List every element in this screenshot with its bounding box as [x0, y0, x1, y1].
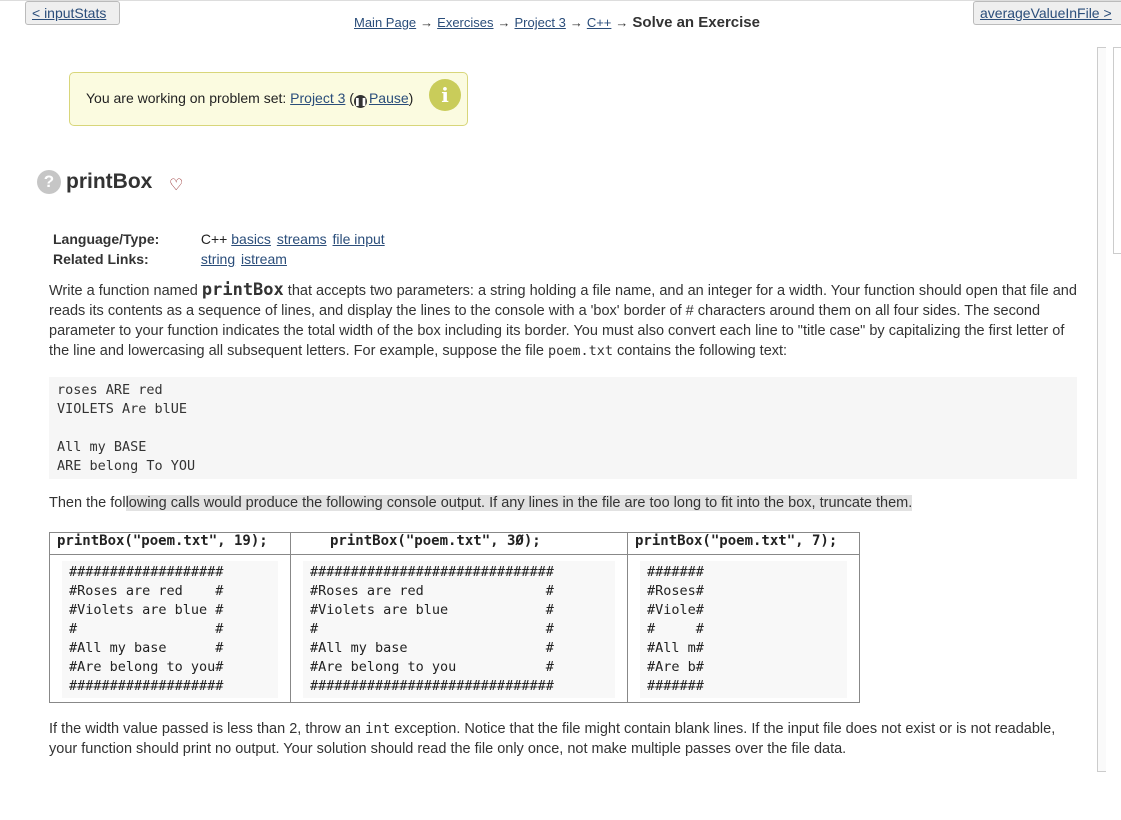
output-table	[49, 532, 860, 703]
breadcrumb	[354, 14, 760, 31]
breadcrumb-project-3[interactable]: Project 3	[514, 15, 566, 30]
breadcrumb-current: Solve an Exercise	[632, 14, 760, 31]
desc-part-3: contains the following text:	[612, 343, 788, 359]
breadcrumb-exercises[interactable]: Exercises	[437, 15, 494, 30]
code-line: roses ARE red	[57, 382, 163, 398]
problem-description	[49, 280, 1079, 361]
notice-open-paren: (	[345, 90, 354, 106]
language-label: Language/Type:	[53, 231, 160, 247]
code-line	[57, 419, 1069, 438]
pause-label: Pause	[368, 90, 409, 106]
related-link-string[interactable]: string	[200, 251, 236, 267]
code-line: All my BASE	[57, 439, 147, 455]
output-intro-start: Then the fol	[49, 495, 126, 511]
output-cell-19	[50, 555, 291, 703]
side-panel-scroll[interactable]	[1097, 47, 1106, 772]
notes-part-2: exception. Notice that the file might contain blank lines. If the input file does not exist or is not readable, your function should print no output. Your solution should read the file only once, not make multiple passes over the file data.	[49, 721, 1056, 757]
output-header-30: printBox("poem.txt", 3Ø);	[291, 533, 628, 555]
function-name: printBox	[201, 280, 284, 300]
output-table-row	[50, 555, 860, 703]
language-prefix: C++	[200, 231, 228, 247]
output-intro-highlight: lowing calls would produce the following console output. If any lines in the file are too long to fit into the box, truncate them.	[125, 495, 913, 511]
pause-button[interactable]	[354, 90, 409, 106]
favorite-heart-icon[interactable]: ♡	[169, 177, 184, 194]
notes-code: int	[364, 721, 391, 737]
desc-part-2: that accepts two parameters: a string holding a file name, and an integer for a width. Your function should open that file and reads its contents as a sequence of lines, and display the lines to the console with a 'box' border of # characters around them on all four sides. The second parameter to your function indicates the total width of the box including its border. You must also convert each line to "title case" by capitalizing the first letter of the line and lowercasing all subsequent letters. For example, suppose the file	[49, 283, 1077, 359]
console-output-7: ####### #Roses# #Viole# # # #All m# #Are b# #######	[640, 561, 847, 698]
pause-icon: ❚❚	[353, 97, 368, 106]
output-header-7: printBox("poem.txt", 7);	[628, 533, 860, 555]
breadcrumb-separator: →	[569, 15, 583, 30]
sample-file-contents	[49, 377, 1077, 479]
breadcrumb-separator: →	[615, 15, 629, 30]
breadcrumb-separator: →	[420, 15, 434, 30]
breadcrumb-main-page[interactable]: Main Page	[354, 15, 417, 30]
info-icon[interactable]: i	[429, 79, 461, 111]
breadcrumb-separator: →	[497, 15, 511, 30]
code-line: VIOLETS Are blUE	[57, 401, 188, 417]
output-cell-30	[291, 555, 628, 703]
side-panel-edge	[1113, 47, 1121, 254]
tag-file-input[interactable]: file input	[332, 231, 385, 247]
next-problem-button[interactable]: averageValueInFile >	[973, 1, 1121, 25]
problem-title: printBox	[66, 170, 153, 193]
tag-basics[interactable]: basics	[231, 231, 271, 247]
console-output-30: ############################## #Roses are red # #Violets are blue # # # #All my base # #Are belong to you # ##############################	[303, 561, 615, 698]
output-cell-7	[628, 555, 860, 703]
notice-text: You are working on problem set:	[86, 90, 287, 106]
file-name: poem.txt	[547, 343, 613, 359]
notice-close-paren: )	[408, 90, 414, 106]
related-row	[53, 249, 387, 269]
output-intro	[49, 495, 912, 511]
code-line: ARE belong To YOU	[57, 458, 196, 474]
problem-set-notice	[69, 72, 468, 126]
desc-part-1: Write a function named	[49, 283, 202, 299]
tag-streams[interactable]: streams	[276, 231, 327, 247]
related-label: Related Links:	[53, 251, 149, 267]
top-border	[0, 0, 1121, 1]
language-row	[53, 229, 387, 249]
problem-notes	[49, 719, 1079, 759]
help-icon[interactable]: ?	[37, 170, 61, 194]
previous-problem-button[interactable]: < inputStats	[25, 1, 120, 25]
related-link-istream[interactable]: istream	[241, 251, 287, 267]
breadcrumb-cpp[interactable]: C++	[586, 15, 612, 30]
notes-part-1: If the width value passed is less than 2, throw an	[49, 721, 365, 737]
output-header-19: printBox("poem.txt", 19);	[50, 533, 291, 555]
output-table-header-row	[50, 533, 860, 555]
problem-set-link[interactable]: Project 3	[290, 90, 346, 106]
problem-metadata	[53, 229, 387, 269]
console-output-19: ################### #Roses are red # #Violets are blue # # # #All my base # #Are belong to you# ###################	[62, 561, 278, 698]
